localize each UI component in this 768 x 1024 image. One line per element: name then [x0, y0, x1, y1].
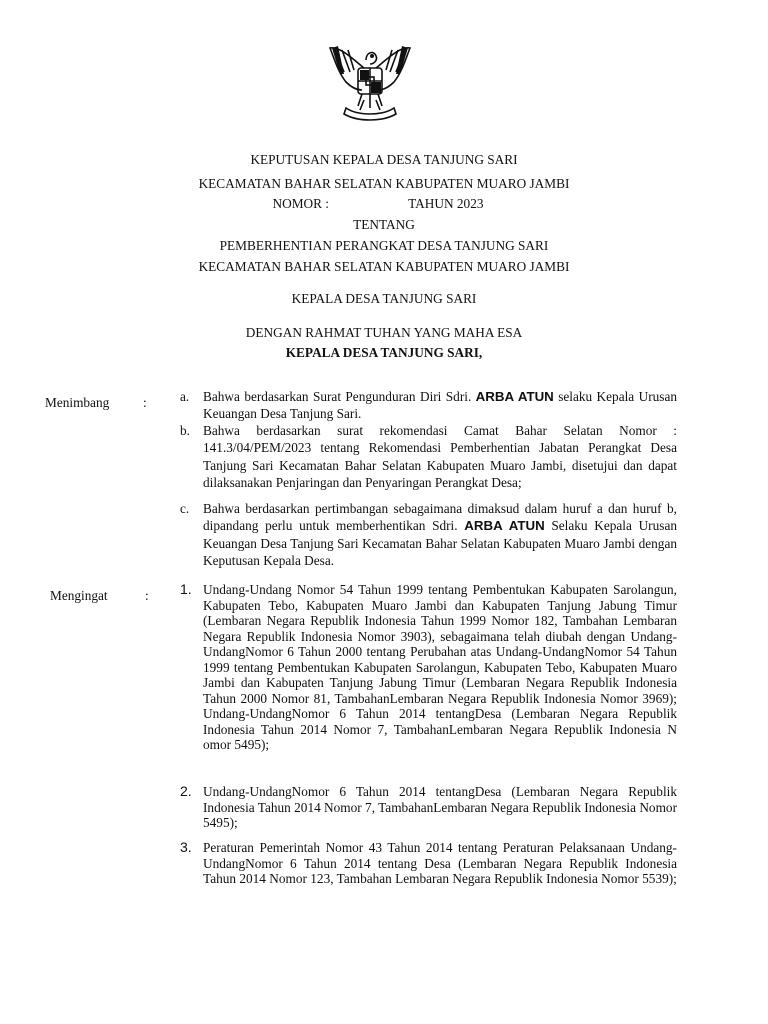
rahmat-line: DENGAN RAHMAT TUHAN YANG MAHA ESA [245, 325, 523, 340]
item-name-bold: ARBA ATUN [475, 389, 554, 404]
item-marker: 3. [180, 839, 192, 855]
garuda-emblem-icon [324, 38, 416, 126]
nomor-label: NOMOR : [272, 196, 330, 211]
mengingat-item-1 [180, 582, 677, 753]
menimbang-item-b [180, 422, 677, 491]
decree-number [0, 196, 768, 212]
subject-line-2: KECAMATAN BAHAR SELATAN KABUPATEN MUARO JAMBI [198, 259, 570, 274]
item-marker: 2. [180, 783, 192, 799]
item-marker: a. [180, 389, 190, 404]
item-marker: b. [180, 423, 190, 438]
item-marker: c. [180, 501, 190, 516]
decree-region: KECAMATAN BAHAR SELATAN KABUPATEN MUARO JAMBI [198, 176, 570, 191]
decree-title: KEPUTUSAN KEPALA DESA TANJUNG SARI [250, 152, 518, 167]
menimbang-item-a [180, 388, 677, 423]
mengingat-item-3 [180, 840, 677, 887]
item-name-bold: ARBA ATUN [464, 518, 545, 534]
subject-line-1: PEMBERHENTIAN PERANGKAT DESA TANJUNG SARI [219, 238, 549, 253]
item-marker: 1. [180, 581, 192, 597]
item-text: Undang-Undang Nomor 54 Tahun 1999 tentang Pembentukan Kabupaten Sarolangun, Kabupaten Tebo, Kabupaten Muaro Jambi dan Kabupaten Tanjung Jabung Timur (Lembaran Negara Republik Indonesia Tahun 1999 Nomor 182, Tambahan Lembaran Negara Republik Indonesia Nomor 3903), sebagaimana telah diubah dengan Undang-UndangNomor 6 Tahun 2000 tentang Perubahan atas Undang-UndangNomor 54 Tahun 1999 tentang Pembentukan Kabupaten Sarolangun, Kabupaten Tebo, Kabupaten Muaro Jambi dan Kabupaten Tanjung Jabung Timur (Lembaran Negara Republik Indonesia Tahun 2000 Nomor 81, TambahanLembaran Negara Republik Indonesia Nomor 3969); Undang-UndangNomor 6 Tahun 2014 tentangDesa (Lembaran Negara Republik Indonesia Tahun 2014 Nomor 7, TambahanLembaran Negara Republik Indonesia N omor 5495); [203, 582, 677, 752]
item-text: Selaku Kepala Urusan Keuangan Desa Tanjung Sari Kecamatan Bahar Selatan Kabupaten Muaro Jambi dengan Keputusan Kepala Desa. [203, 518, 677, 568]
item-text: Bahwa berdasarkan surat rekomendasi Camat Bahar Selatan Nomor : 141.3/04/PEM/2023 tentang Rekomendasi Pemberhentian Jabatan Perangkat Desa Tanjung Sari Kecamatan Bahar Selatan Kabupaten Muaro Jambi, disetujui dan dapat dilaksanakan Penjaringan dan Penyaringan Perangkat Desa; [203, 423, 677, 490]
item-text: Bahwa berdasarkan pertimbangan sebagaimana dimaksud dalam huruf a dan huruf b, dipandang perlu untuk memberhentikan Sdri. [203, 501, 677, 534]
mengingat-label: Mengingat [50, 588, 108, 603]
mengingat-item-2 [180, 784, 677, 831]
item-text: Peraturan Pemerintah Nomor 43 Tahun 2014 tentang Peraturan Pelaksanaan Undang-UndangNomor 6 Tahun 2014 tentang Desa (Lembaran Negara Republik Indonesia Tahun 2014 Nomor 123, Tambahan Lembaran Negara Republik Indonesia Nomor 5539); [203, 840, 677, 886]
official-title: KEPALA DESA TANJUNG SARI [291, 291, 477, 306]
item-text: Undang-UndangNomor 6 Tahun 2014 tentangDesa (Lembaran Negara Republik Indonesia Tahun 2014 Nomor 7, TambahanLembaran Negara Republik Indonesia Nomor 5495); [203, 784, 677, 830]
official-title-bold: KEPALA DESA TANJUNG SARI, [285, 345, 483, 360]
tahun-label: TAHUN 2023 [408, 196, 484, 211]
menimbang-item-c [180, 500, 677, 569]
item-text: Bahwa berdasarkan Surat Pengunduran Diri Sdri. [203, 389, 476, 404]
menimbang-label: Menimbang [45, 395, 110, 410]
menimbang-colon: : [143, 395, 147, 410]
tentang-heading: TENTANG [353, 217, 415, 232]
mengingat-colon: : [145, 588, 149, 603]
item-text: selaku Kepala Urusan Keuangan Desa Tanjung Sari. [203, 389, 677, 422]
